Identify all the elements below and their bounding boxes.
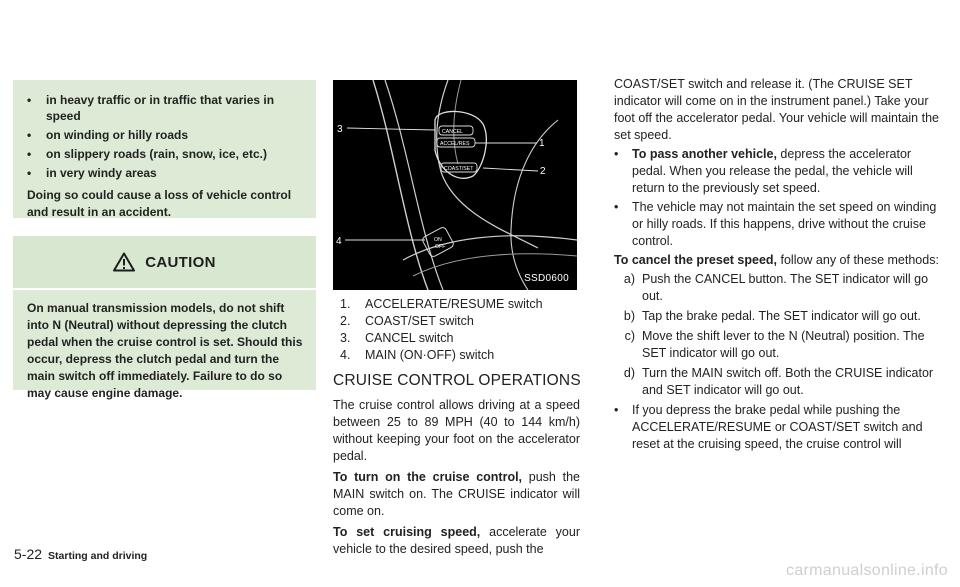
warning-text: Doing so could cause a loss of vehicle control and result in an accident. [27, 188, 292, 219]
legend-item: 2. COAST/SET switch [340, 314, 474, 328]
cancel-paragraph: To cancel the preset speed, follow any of these methods: [614, 253, 939, 267]
caution-text: On manual transmission models, do not shift into N (Neutral) without depressing the clutch pedal when the cruise control is set. Should this occur, depress the clutch pedal and turn the main switch off immediately. Failure to do so may cause engine damage. [13, 290, 316, 390]
warning-triangle-icon [113, 252, 135, 272]
coast-switch-label: COAST/SET [444, 166, 474, 172]
callout-1: 1 [539, 138, 545, 149]
legend-item: 1. ACCELERATE/RESUME switch [340, 297, 543, 311]
callout-3: 3 [337, 124, 343, 135]
accel-switch-label: ACCEL/RES [440, 141, 470, 147]
bullet-glyph: • [614, 147, 619, 161]
watermark: carmanualsonline.info [786, 562, 948, 579]
continuation-paragraph: COAST/SET switch and release it. (The CRUISE SET indicator will come on in the instrument panel.) Take your foot off the accelerator pedal. Your vehicle will maintain the set speed. [614, 77, 939, 142]
bullet-glyph: • [614, 200, 619, 214]
steering-wheel-figure [333, 80, 577, 290]
caution-label: CAUTION [145, 253, 216, 271]
warning-bullet: • in heavy traffic or in traffic that varies in speed [27, 93, 275, 123]
bullet-glyph: • [27, 166, 32, 180]
footer-section: Starting and driving [48, 550, 148, 562]
page-footer [14, 546, 147, 564]
cancel-method: d) Turn the MAIN switch off. Both the CRUISE indicator and SET indicator will go out. [623, 366, 934, 397]
pass-bullet: • To pass another vehicle, depress the accelerator pedal. When you release the pedal, the vehicle will return to the previously set speed. [614, 147, 913, 195]
callout-2: 2 [540, 166, 546, 177]
cancel-method: a) Push the CANCEL button. The SET indicator will go out. [623, 272, 929, 303]
turn-on-paragraph: To turn on the cruise control, push the MAIN switch on. The CRUISE indicator will come on. [333, 470, 580, 518]
right-column [614, 76, 946, 455]
cancel-switch-label: CANCEL [442, 129, 464, 135]
callout-4: 4 [336, 236, 342, 247]
section-heading: CRUISE CONTROL OPERATIONS [333, 372, 581, 389]
legend-item: 3. CANCEL switch [340, 331, 454, 345]
warning-box [13, 80, 316, 218]
brake-bullet: • If you depress the brake pedal while pushing the ACCELERATE/RESUME or COAST/SET switch and reset at the cruising speed, the cruise control will [614, 403, 923, 451]
figure-legend [340, 296, 580, 364]
on-label: ON [434, 237, 442, 243]
bullet-glyph: • [614, 403, 619, 417]
cancel-method: b) Tap the brake pedal. The SET indicator will go out. [623, 309, 921, 323]
warning-bullet: • on slippery roads (rain, snow, ice, etc.) [27, 147, 267, 161]
bullet-glyph: • [27, 128, 32, 142]
intro-paragraph: The cruise control allows driving at a speed between 25 to 89 MPH (40 to 144 km/h) without keeping your foot on the accelerator pedal. [333, 398, 580, 463]
steering-wheel-illustration [333, 80, 577, 290]
page-number: 5-22 [14, 546, 43, 562]
cancel-method: c) Move the shift lever to the N (Neutral) position. The SET indicator will go out. [624, 329, 925, 360]
section-body [333, 397, 580, 562]
figure-code: SSD0600 [524, 273, 569, 284]
warning-bullet: • in very windy areas [27, 166, 157, 180]
hilly-bullet: • The vehicle may not maintain the set speed on winding or hilly roads. If this happens, drive without the cruise control. [614, 200, 937, 248]
bullet-glyph: • [27, 147, 32, 161]
bullet-glyph: • [27, 93, 32, 107]
off-label: OFF [435, 244, 446, 250]
set-speed-paragraph: To set cruising speed, accelerate your vehicle to the desired speed, push the [333, 525, 580, 556]
warning-bullet: • on winding or hilly roads [27, 128, 189, 142]
caution-heading [13, 236, 316, 288]
legend-item: 4. MAIN (ON·OFF) switch [340, 348, 495, 362]
